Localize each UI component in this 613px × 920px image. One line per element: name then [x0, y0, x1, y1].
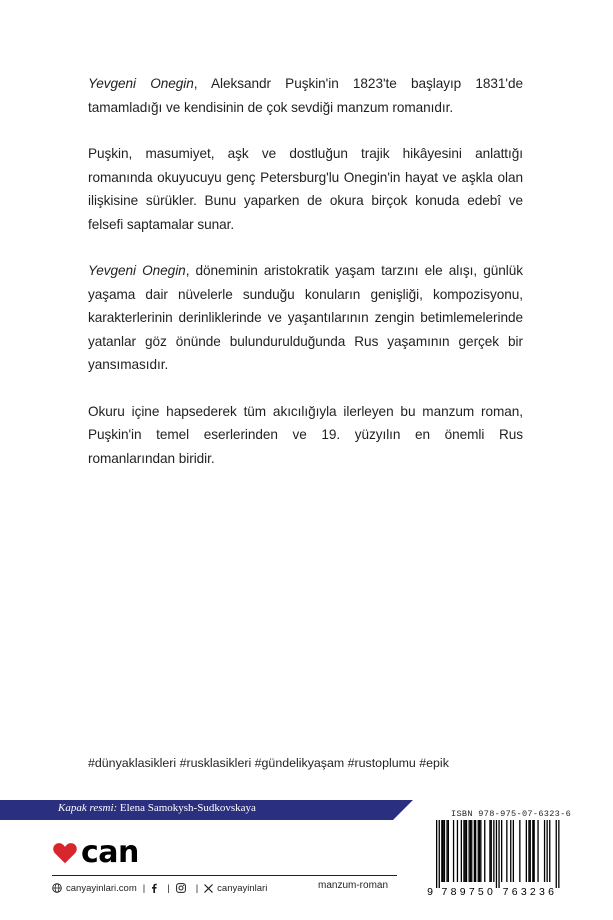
barcode-digit: 7 [468, 886, 475, 898]
separator: | [195, 882, 199, 894]
barcode-digit: 7 [502, 886, 509, 898]
barcode-bar [446, 820, 447, 882]
barcode-bar [549, 820, 550, 882]
barcode-bar [480, 820, 481, 882]
separator: | [142, 882, 146, 894]
hashtags: #dünyaklasikleri #rusklasikleri #gündelikyaşam #rustoplumu #epik [88, 756, 449, 770]
barcode-bar [479, 820, 480, 882]
isbn-label: ISBN 978-975-07-6323-6 [451, 809, 572, 819]
barcode-bar [544, 820, 545, 882]
barcode-digits [427, 886, 554, 898]
barcode-bar [443, 820, 444, 882]
barcode-bar [501, 820, 502, 882]
barcode-bar [530, 820, 531, 882]
publisher-wordmark: can [81, 835, 139, 870]
cover-credit [58, 802, 256, 814]
barcode-digit: 9 [459, 886, 466, 898]
barcode-digit: 6 [511, 886, 518, 898]
separator: | [167, 882, 170, 894]
barcode-bars [436, 820, 560, 888]
barcode-bar [532, 820, 533, 882]
social-handle[interactable]: canyayinlari [217, 882, 268, 894]
barcode-bar [519, 820, 520, 882]
barcode-bar [461, 820, 462, 882]
blurb-text: Okuru içine hapsederek tüm akıcılığıyla ilerleyen bu manzum roman, Puşkin'in temel eserlerinden ve 19. yüzyılın en önemli Rus romanlarından biridir. [88, 403, 523, 466]
heart-logo-icon [52, 840, 78, 866]
barcode-bar [526, 820, 527, 882]
credit-artist: Elena Samokysh-Sudkovskaya [119, 802, 256, 814]
publisher-logo [52, 835, 139, 871]
barcode-digit: 3 [539, 886, 545, 898]
blurb-paragraph-4 [88, 400, 523, 471]
barcode-bar [478, 820, 479, 882]
barcode-digit: 0 [487, 886, 493, 898]
barcode-bar [528, 820, 529, 882]
barcode-bar [470, 820, 471, 882]
blurb-text: , döneminin aristokratik yaşam tarzını ele alışı, günlük yaşama dair nüvelerle sunduğu konuların genişliği, kompozisyonu, karakterlerinin derinliklerinde ve yaşantılarının zengin betimlemelerinde yatanlar göz önünde bulundurulduğunda Rus yaşamının gerçek bir yansımasıdır. [88, 263, 523, 372]
barcode-bar [496, 820, 497, 888]
website-link[interactable]: canyayinlari.com [66, 882, 137, 894]
barcode-bar [453, 820, 454, 882]
barcode-bar [441, 820, 442, 882]
barcode-bar [558, 820, 559, 888]
barcode-bar [489, 820, 490, 882]
blurb-text: Puşkin, masumiyet, aşk ve dostluğun trajik hikâyesini anlattığı romanında okuyucuyu genç Petersburg'lu Onegin'in hayat ve aşkla olan ilişkisine sürükler. Bunu yaparken de okura birçok konuda edebî ve felsefi saptamalar sunar. [88, 146, 523, 232]
credit-label: Kapak resmi: [58, 802, 118, 814]
instagram-icon[interactable] [176, 883, 186, 893]
globe-icon [52, 883, 62, 893]
barcode-bar [474, 820, 475, 882]
barcode-digit: 7 [441, 886, 448, 898]
barcode-bar [465, 820, 466, 882]
barcode-bar [444, 820, 445, 882]
barcode-bar [537, 820, 538, 882]
barcode-bar [484, 820, 485, 882]
barcode-bar [547, 820, 548, 882]
x-icon[interactable] [204, 884, 213, 893]
back-cover-blurb [88, 72, 523, 493]
barcode-bar [498, 820, 499, 888]
barcode-bar [513, 820, 514, 882]
barcode-bar [471, 820, 472, 882]
barcode-digit: 8 [450, 886, 457, 898]
barcode-bar [463, 820, 464, 882]
barcode-digit: 3 [520, 886, 527, 898]
barcode-digit: 6 [548, 886, 554, 898]
blurb-paragraph-3 [88, 259, 523, 377]
footer-divider [52, 875, 397, 876]
barcode-bar [466, 820, 467, 882]
social-links [52, 880, 267, 896]
barcode [424, 818, 564, 898]
barcode-bar [556, 820, 557, 888]
barcode-bar [439, 820, 440, 888]
barcode-digit: 5 [477, 886, 484, 898]
barcode-bar [510, 820, 511, 882]
facebook-icon[interactable] [151, 883, 157, 893]
book-title: Yevgeni Onegin [88, 76, 194, 91]
barcode-bar [493, 820, 494, 882]
barcode-bar [506, 820, 507, 882]
barcode-bar [491, 820, 492, 882]
barcode-digit: 2 [529, 886, 536, 898]
barcode-bar [475, 820, 476, 882]
barcode-bar [469, 820, 470, 882]
blurb-text: , Aleksandr Puşkin'in 1823'te başlayıp 1831'de tamamladığı ve kendisinin de çok sevdiği manzum romanıdır. [88, 76, 523, 115]
barcode-bar [534, 820, 535, 882]
book-title: Yevgeni Onegin [88, 263, 186, 278]
genre-label: manzum-roman [318, 880, 389, 891]
blurb-paragraph-2 [88, 142, 523, 236]
barcode-bar [457, 820, 458, 882]
barcode-bar [448, 820, 449, 882]
blurb-paragraph-1 [88, 72, 523, 119]
barcode-digit: 9 [427, 886, 433, 898]
barcode-bar [436, 820, 437, 888]
